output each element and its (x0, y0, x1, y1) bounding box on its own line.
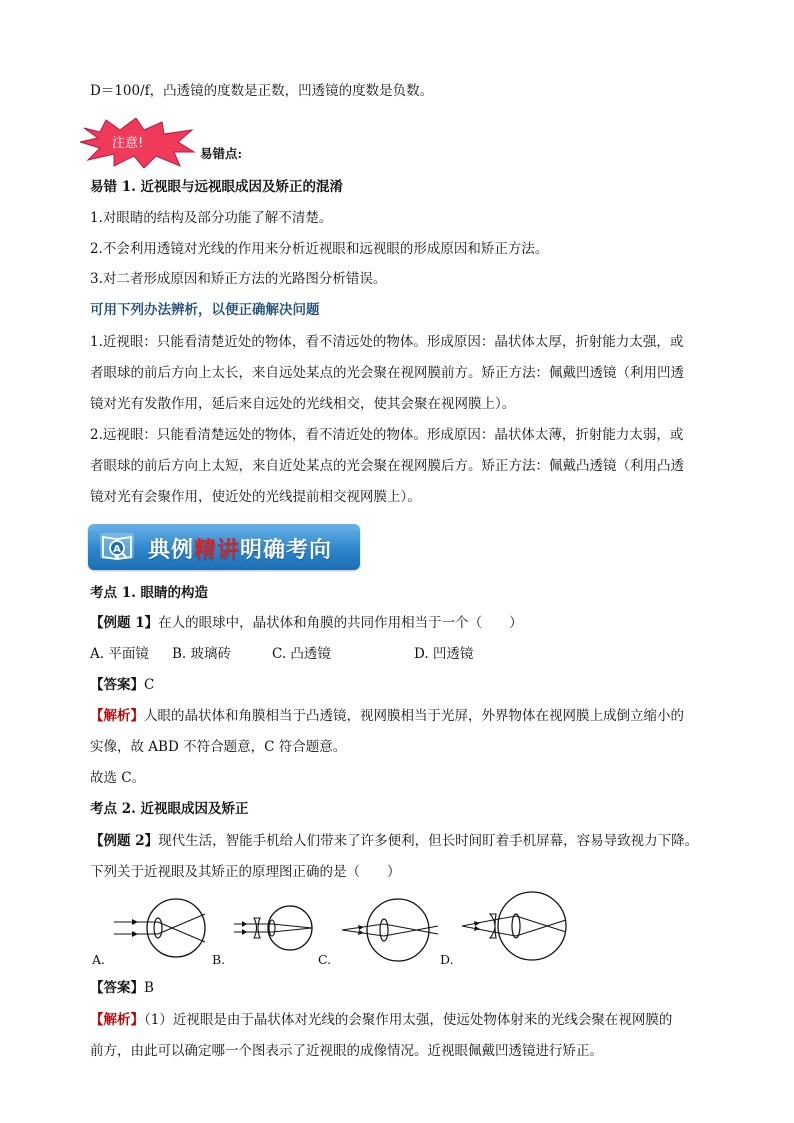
analysis-tag: 【解析】 (90, 708, 144, 724)
point-2-title: 考点 2. 近视眼成因及矫正 (90, 801, 249, 817)
diagram-label-d: D. (440, 952, 454, 967)
mistake-1-title: 易错 1. 近视眼与远视眼成因及矫正的混淆 (90, 179, 343, 195)
formula-line: D＝100/f，凸透镜的度数是正数，凹透镜的度数是负数。 (90, 83, 434, 99)
point-1-title: 考点 1. 眼睛的构造 (90, 585, 208, 601)
method-title: 可用下列办法辨析，以便正确解决问题 (90, 302, 320, 318)
hyperopia-line: 2.远视眼：只能看清楚远处的物体，看不清近处的物体。形成原因：晶状体太薄，折射能力太弱，或 (90, 427, 684, 443)
banner-title-highlight: 精讲 (194, 538, 241, 563)
question-text: 现代生活，智能手机给人们带来了许多便利，但长时间盯着手机屏幕，容易导致视力下降。 (158, 833, 699, 849)
section-banner (88, 524, 360, 570)
hyperopia-line: 者眼球的前后方向上太短，来自近处某点的光会聚在视网膜后方。矫正方法：佩戴凸透镜（利用凸透 (90, 458, 684, 474)
banner-title-part: 明确考向 (240, 538, 333, 563)
attention-badge-text: 注意! (112, 136, 144, 151)
analysis-tag: 【解析】 (90, 1012, 144, 1028)
analysis-text: 人眼的晶状体和角膜相当于凸透镜，视网膜相当于光屏，外界物体在视网膜上成倒立缩小的 (144, 708, 684, 724)
example-tag: 【例题 1】 (90, 615, 159, 631)
eye-diagram-c (340, 892, 440, 968)
analysis-text: 前方，由此可以确定哪一个图表示了近视眼的成像情况。近视眼佩戴凹透镜进行矫正。 (90, 1043, 603, 1059)
example-1-question (90, 614, 523, 632)
mistake-item: 1.对眼睛的结构及部分功能了解不清楚。 (90, 210, 333, 226)
diagram-label-c: C. (318, 952, 332, 967)
example-2-analysis (90, 1011, 672, 1029)
eye-diagram-a (110, 892, 210, 968)
example-tag: 【例题 2】 (90, 833, 159, 849)
svg-text:A: A (113, 544, 121, 555)
banner-title (148, 533, 332, 564)
hyperopia-line: 镜对光有会聚作用，使近处的光线提前相交视网膜上）。 (90, 489, 421, 505)
answer-tag: 【答案】 (90, 980, 144, 996)
myopia-line: 镜对光有发散作用，延后来自远处的光线相交，使其会聚在视网膜上）。 (90, 396, 516, 412)
mistake-item: 2.不会利用透镜对光线的作用来分析近视眼和远视眼的形成原因和矫正方法。 (90, 241, 549, 257)
option-b: B. 玻璃砖 (172, 646, 232, 662)
answer-tag: 【答案】 (90, 677, 144, 693)
mistake-item: 3.对二者形成原因和矫正方法的光路图分析错误。 (90, 271, 387, 287)
easy-mistakes-label: 易错点: (200, 146, 243, 161)
analysis-text: （1）近视眼是由于晶状体对光线的会聚作用太强，使远处物体射来的光线会聚在视网膜的 (144, 1012, 673, 1028)
option-a: A. 平面镜 (90, 646, 149, 662)
diagram-label-a: A. (92, 952, 106, 967)
conclusion-text: 故选 C。 (90, 770, 146, 786)
question-text: 下列关于近视眼及其矫正的原理图正确的是（ ） (90, 864, 401, 880)
answer-value: C (144, 677, 155, 693)
analysis-text: 实像，故 ABD 不符合题意，C 符合题意。 (90, 739, 347, 755)
example-1-answer (90, 676, 154, 694)
banner-title-part: 典例 (148, 538, 195, 563)
option-c: C. 凸透镜 (272, 646, 331, 662)
example-1-analysis (90, 707, 684, 725)
example-2-question (90, 832, 698, 850)
book-search-icon (98, 530, 136, 564)
eye-diagram-b (232, 892, 322, 968)
question-text: 在人的眼球中，晶状体和角膜的共同作用相当于一个（ ） (158, 615, 523, 631)
myopia-line: 者眼球的前后方向上太长，来自远处某点的光会聚在视网膜前方。矫正方法：佩戴凹透镜（利用凹透 (90, 365, 684, 381)
diagram-label-b: B. (212, 952, 226, 967)
myopia-line: 1.近视眼：只能看清楚近处的物体，看不清远处的物体。形成原因：晶状体太厚，折射能力太强，或 (90, 334, 684, 350)
option-d: D. 凹透镜 (414, 646, 474, 662)
answer-value: B (144, 980, 154, 996)
example-2-answer (90, 979, 154, 997)
eye-diagram-d (460, 886, 570, 970)
